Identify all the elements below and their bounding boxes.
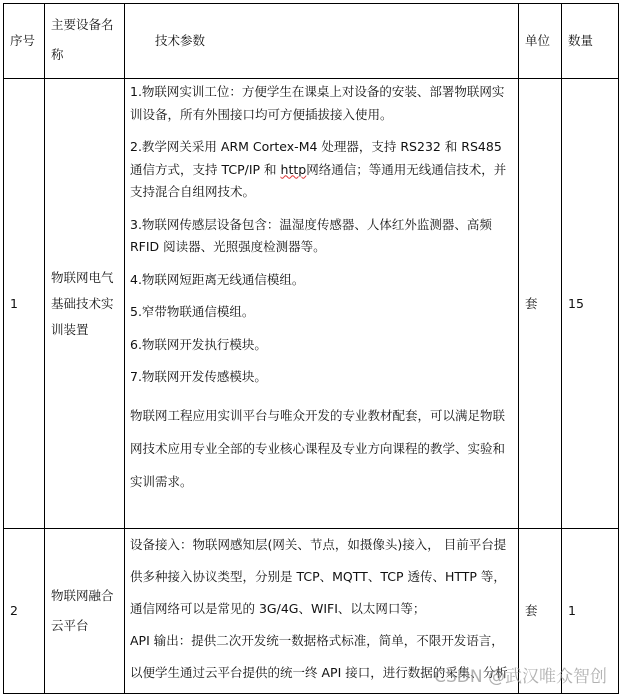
- header-params: 技术参数: [125, 4, 519, 79]
- param-line: 5.窄带物联通信模组。: [130, 304, 255, 319]
- row-name: 物联网融合云平台: [45, 529, 125, 694]
- row-qty: 15: [562, 79, 619, 529]
- table-row: [4, 79, 619, 529]
- row-unit: 套: [519, 79, 562, 529]
- param-line: 7.物联网开发传感模块。: [130, 369, 267, 384]
- row-name: 物联网电气基础技术实训装置: [45, 79, 125, 529]
- equipment-table: [3, 3, 619, 694]
- param-line: 物联网工程应用实训平台与唯众开发的专业教材配套，可以满足物联网技术应用专业全部的专业核心课程及专业方向课程的教学、实验和实训需求。: [130, 407, 506, 489]
- header-no: 序号: [4, 4, 45, 79]
- param-line: 2.教学网关采用 ARM Cortex-M4 处理器，支持 RS232 和 RS485 通信方式，支持 TCP/IP 和: [130, 139, 502, 177]
- header-row: [4, 4, 619, 79]
- row-params: [125, 79, 519, 529]
- param-line: 网络通信；等通用无线通信技术，并支持混合自组网技术。: [130, 161, 507, 199]
- row-no: 1: [4, 79, 45, 529]
- param-line: 3.物联网传感层设备包含：温湿度传感器、人体红外监测器、高频 RFID 阅读器、光照强度检测器等。: [130, 216, 492, 254]
- param-line: 设备接入：物联网感知层(网关、节点，如摄像头)接入， 目前平台提供多种接入协议类型，分别是 TCP、MQTT、TCP 透传、HTTP 等，通信网络可以是常见的 3G/4G、WIFI、以太网口等；: [130, 537, 507, 616]
- param-line: 1.物联网实训工位：方便学生在课桌上对设备的安装、部署物联网实训设备，所有外围接口均可方便插拔接入使用。: [130, 84, 505, 122]
- header-qty: 数量: [562, 4, 619, 79]
- param-line: 6.物联网开发执行模块。: [130, 336, 267, 352]
- row-qty: 1: [562, 529, 619, 694]
- watermark: CSDN @武汉唯众智创: [434, 667, 607, 687]
- header-unit: 单位: [519, 4, 562, 79]
- row-unit: 套: [519, 529, 562, 694]
- param-line: 4.物联网短距离无线通信模组。: [130, 271, 305, 287]
- row-no: 2: [4, 529, 45, 694]
- param-line: API 输出：提供二次开发统一数据格式标准，简单，不限开发语言，以便学生通过云平台提供的统一终 API 接口，进行数据的采集、分析: [130, 633, 508, 680]
- spellcheck-word: http: [280, 161, 307, 177]
- header-name: 主要设备名称: [45, 4, 125, 79]
